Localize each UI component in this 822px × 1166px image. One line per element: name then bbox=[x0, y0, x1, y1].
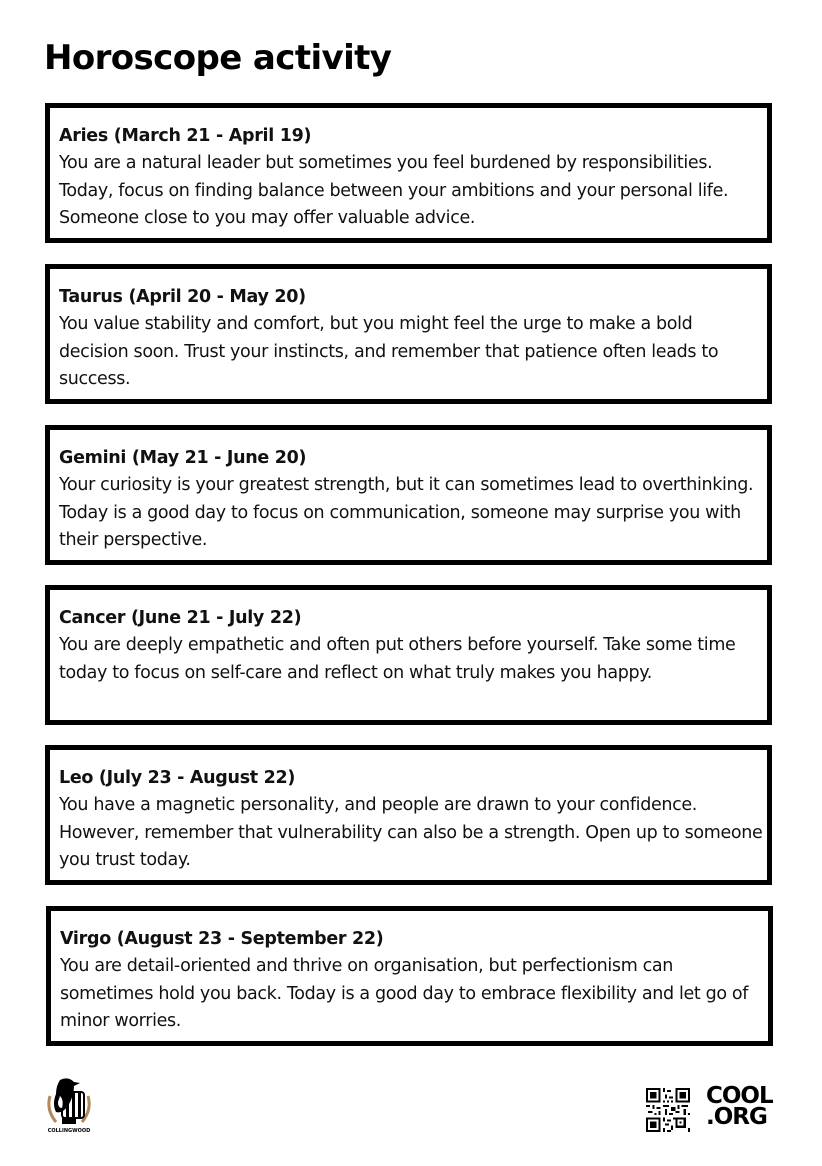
horoscope-card-aries bbox=[45, 103, 772, 243]
collingwood-logo bbox=[44, 1074, 94, 1136]
cool-logo-line2: .ORG bbox=[706, 1104, 767, 1130]
horoscope-text: You are deeply empathetic and often put others before yourself. Take some time today to focus on self-care and reflect on what truly makes you happy. bbox=[59, 635, 736, 683]
horoscope-card-leo bbox=[45, 745, 772, 885]
horoscope-text: You have a magnetic personality, and people are drawn to your confidence. However, remember that vulnerability can also be a strength. Open up to someone you trust today. bbox=[59, 795, 763, 870]
horoscope-sign-heading: Virgo (August 23 - September 22) bbox=[60, 929, 384, 949]
horoscope-text: You value stability and comfort, but you might feel the urge to make a bold decision soon. Trust your instincts, and remember that patience often leads to success. bbox=[59, 314, 719, 389]
horoscope-card-cancer bbox=[45, 585, 772, 725]
horoscope-text: You are detail-oriented and thrive on organisation, but perfectionism can sometimes hold you back. Today is a good day to embrace flexibility and let go of minor worries. bbox=[60, 956, 749, 1031]
page-title: Horoscope activity bbox=[44, 38, 392, 78]
cool-org-logo bbox=[706, 1083, 776, 1130]
svg-text:COLLINGWOOD: COLLINGWOOD bbox=[47, 1128, 91, 1134]
horoscope-card-taurus bbox=[45, 264, 772, 404]
qr-code[interactable] bbox=[646, 1088, 690, 1132]
horoscope-card-virgo bbox=[46, 906, 773, 1046]
horoscope-sign-heading: Gemini (May 21 - June 20) bbox=[59, 448, 307, 468]
qr-code-icon bbox=[646, 1088, 690, 1132]
horoscope-sign-heading: Leo (July 23 - August 22) bbox=[59, 768, 296, 788]
horoscope-card-gemini bbox=[45, 425, 772, 565]
cool-logo-line1: COOL bbox=[706, 1083, 773, 1109]
horoscope-text: You are a natural leader but sometimes you feel burdened by responsibilities. Today, focus on finding balance between your ambitions and your personal life. Someone close to you may offer valuable advice. bbox=[59, 153, 729, 228]
horoscope-text: Your curiosity is your greatest strength, but it can sometimes lead to overthinking. Today is a good day to focus on communication, someone may surprise you with their perspective. bbox=[59, 475, 754, 550]
horoscope-sign-heading: Taurus (April 20 - May 20) bbox=[59, 287, 306, 307]
horoscope-sign-heading: Cancer (June 21 - July 22) bbox=[59, 608, 302, 628]
magpie-club-crest-icon bbox=[44, 1074, 94, 1136]
horoscope-sign-heading: Aries (March 21 - April 19) bbox=[59, 126, 312, 146]
